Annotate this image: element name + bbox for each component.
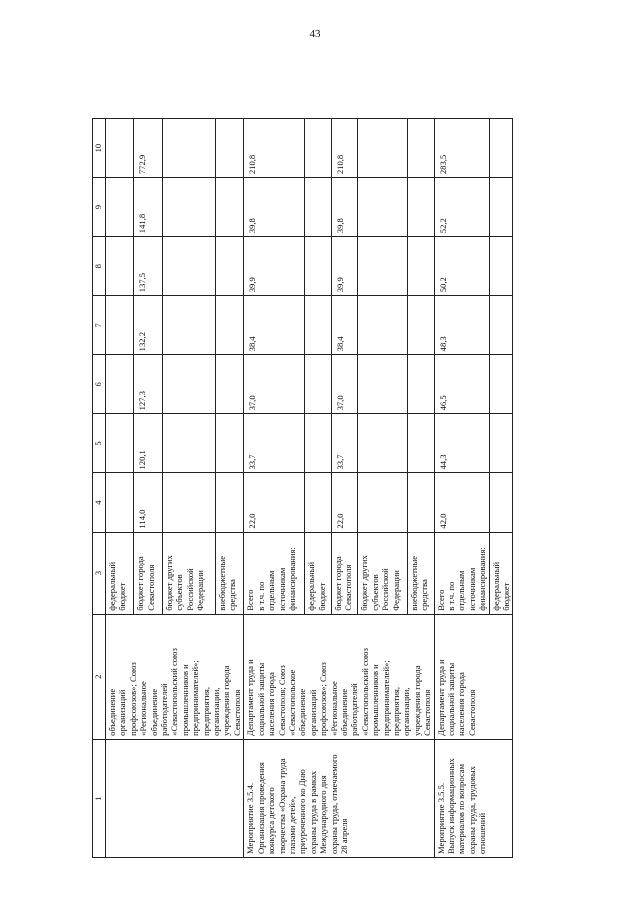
amount-cell <box>489 414 513 473</box>
table-row <box>244 119 305 858</box>
amount-cell <box>215 355 243 414</box>
activity-name-line: Выпуск информационных <box>446 758 456 854</box>
activity-name-line: конкурса детского <box>266 787 277 854</box>
executor-line: предприятия, <box>200 686 211 736</box>
amount-cell: 210,8 <box>244 119 305 178</box>
funding-source-line: в т.ч. по <box>446 581 456 611</box>
amount-cell: 50,2 <box>434 237 489 296</box>
funding-source-line: Российской <box>380 568 391 611</box>
executor-line: учреждения города <box>411 665 422 736</box>
amount-cell: 46,5 <box>434 355 489 414</box>
funding-source-line: средства <box>419 579 430 611</box>
amount-cell <box>215 119 243 178</box>
funding-source-cell <box>305 532 331 614</box>
funding-source-line: в т.ч. по <box>255 581 266 611</box>
amount-cell <box>489 355 513 414</box>
amount-cell <box>162 296 215 355</box>
amount-cell: 33,7 <box>244 414 305 473</box>
executor-line: промышленников и <box>370 664 381 736</box>
amount-cell: 772,9 <box>134 119 162 178</box>
amount-cell <box>106 296 134 355</box>
funding-source-cell <box>489 532 513 614</box>
amount-cell: 120,1 <box>134 414 162 473</box>
amount-cell <box>408 296 435 355</box>
column-number: 4 <box>93 473 106 532</box>
amount-cell <box>305 296 331 355</box>
funding-source-line: внебюджетные <box>216 555 227 611</box>
amount-cell: 132,2 <box>134 296 162 355</box>
funding-source-line: Федерации <box>194 570 205 611</box>
executor-line: организации, <box>211 687 222 736</box>
funding-source-line: финансирования: <box>286 547 297 611</box>
executor-cell <box>244 614 434 739</box>
executor-line: объединение <box>148 688 159 736</box>
funding-source-line: субъектов <box>369 574 380 611</box>
amount-cell <box>358 296 408 355</box>
amount-cell: 39,9 <box>331 237 357 296</box>
amount-cell <box>408 414 435 473</box>
executor-line: организации, <box>401 687 412 736</box>
amount-cell <box>215 414 243 473</box>
activity-name-line: Организация проведения <box>255 762 266 854</box>
amount-cell <box>106 178 134 237</box>
amount-cell: 137,5 <box>134 237 162 296</box>
funding-source-cell <box>162 532 215 614</box>
amount-cell <box>358 355 408 414</box>
executor-line: предпринимателей»; <box>190 660 201 736</box>
amount-cell <box>162 237 215 296</box>
amount-cell <box>489 178 513 237</box>
executor-line: населения города <box>266 672 277 736</box>
executor-line: «Региональное <box>328 681 339 736</box>
amount-cell <box>305 237 331 296</box>
amount-cell: 22,0 <box>244 473 305 532</box>
funding-source-line: федеральный <box>306 561 317 611</box>
funding-source-cell <box>244 532 305 614</box>
funding-source-cell <box>358 532 408 614</box>
amount-cell: 33,7 <box>331 414 357 473</box>
activity-name-line: отношений <box>477 812 488 854</box>
funding-source-line: Севастополя <box>343 564 354 611</box>
executor-cell <box>434 614 513 739</box>
activity-name-cell <box>244 739 434 857</box>
amount-cell <box>305 119 331 178</box>
funding-source-cell <box>134 532 162 614</box>
funding-source-line: отдельным <box>266 570 277 611</box>
funding-source-line: бюджет других <box>163 555 174 611</box>
amount-cell <box>408 178 435 237</box>
amount-cell <box>358 178 408 237</box>
funding-source-cell <box>106 532 134 614</box>
executor-line: объединение <box>107 688 117 736</box>
column-number: 3 <box>93 532 106 614</box>
amount-cell <box>162 473 215 532</box>
amount-cell <box>162 414 215 473</box>
amount-cell <box>489 296 513 355</box>
rotated-table-wrapper <box>92 118 572 858</box>
table-row <box>106 119 134 858</box>
amount-cell: 37,0 <box>244 355 305 414</box>
column-number: 6 <box>93 355 106 414</box>
executor-line: работодателей <box>349 683 360 736</box>
column-number: 7 <box>93 296 106 355</box>
activity-name-line: приуроченного ко Дню <box>297 769 308 854</box>
amount-cell: 114,0 <box>134 473 162 532</box>
funding-source-line: бюджет <box>117 582 128 611</box>
amount-cell <box>358 237 408 296</box>
budget-table <box>92 118 513 858</box>
executor-line: организаций <box>117 689 128 736</box>
activity-name-line: 28 апреля <box>338 818 349 854</box>
executor-line: Севастополя <box>422 689 433 736</box>
activity-name-line: охраны труда, трудовых <box>466 766 477 854</box>
amount-cell <box>408 355 435 414</box>
column-number: 8 <box>93 237 106 296</box>
amount-cell <box>408 473 435 532</box>
activity-name-line: Мероприятие 3.5.5. <box>435 782 446 854</box>
funding-source-line: субъектов <box>174 574 185 611</box>
activity-name-line: материалов по вопросам <box>456 763 467 854</box>
executor-line: «Региональное <box>138 681 149 736</box>
executor-line: профсоюзов»; Союз <box>127 662 138 736</box>
amount-cell: 37,0 <box>331 355 357 414</box>
funding-source-line: средства <box>227 579 238 611</box>
amount-cell <box>358 414 408 473</box>
funding-source-line: федеральный <box>490 561 501 611</box>
funding-source-line: Всего <box>245 589 256 611</box>
funding-source-line: бюджет города <box>332 556 343 611</box>
amount-cell: 38,4 <box>331 296 357 355</box>
amount-cell: 48,3 <box>434 296 489 355</box>
executor-line: Севастополя <box>466 689 477 736</box>
funding-source-line: Федерации <box>390 570 401 611</box>
executor-line: «Севастопольский союз <box>169 648 180 736</box>
amount-cell <box>162 355 215 414</box>
executor-line: объединение <box>338 688 349 736</box>
funding-source-line: источникам <box>466 567 477 611</box>
funding-source-line: бюджет города <box>135 556 146 611</box>
amount-cell <box>305 414 331 473</box>
amount-cell <box>305 473 331 532</box>
activity-name-cell <box>434 739 513 857</box>
funding-source-line: бюджет других <box>359 555 370 611</box>
executor-line: населения города <box>456 672 467 736</box>
column-number: 5 <box>93 414 106 473</box>
executor-line: Департамент труда и <box>435 659 446 736</box>
executor-line: учреждения города <box>221 665 232 736</box>
amount-cell: 44,3 <box>434 414 489 473</box>
amount-cell <box>215 178 243 237</box>
page-number: 43 <box>309 28 321 40</box>
column-number: 9 <box>93 178 106 237</box>
executor-line: промышленников и <box>179 664 190 736</box>
funding-source-line: отдельным <box>456 570 467 611</box>
executor-line: «Севастопольский союз <box>359 648 370 736</box>
amount-cell <box>305 178 331 237</box>
amount-cell <box>215 237 243 296</box>
activity-name-line: глазами детей», <box>286 796 297 854</box>
activity-name-cell-empty <box>106 739 244 857</box>
amount-cell <box>215 296 243 355</box>
amount-cell <box>489 473 513 532</box>
amount-cell <box>106 119 134 178</box>
executor-line: организаций <box>307 689 318 736</box>
amount-cell <box>106 473 134 532</box>
amount-cell: 42,0 <box>434 473 489 532</box>
executor-line: объединение <box>297 688 308 736</box>
executor-line: Севастополя <box>231 689 242 736</box>
column-number: 10 <box>93 119 106 178</box>
funding-source-line: федеральный <box>107 561 117 611</box>
funding-source-line: бюджет <box>316 582 327 611</box>
amount-cell <box>106 355 134 414</box>
executor-line: социальной защиты <box>446 662 456 736</box>
activity-name-line: Мероприятие 3.5.4. <box>245 782 256 854</box>
activity-name-line: творчества «Охрана труда <box>276 758 287 854</box>
funding-source-line: финансирования: <box>477 547 488 611</box>
amount-cell: 22,0 <box>331 473 357 532</box>
executor-line: предприятия, <box>390 686 401 736</box>
funding-source-line: источникам <box>276 567 287 611</box>
amount-cell <box>489 119 513 178</box>
amount-cell <box>489 237 513 296</box>
amount-cell <box>106 237 134 296</box>
column-number: 2 <box>93 614 106 739</box>
activity-name-line: охраны труда, отмечаемого <box>328 754 339 854</box>
activity-name-line: охраны труда в рамках <box>307 770 318 854</box>
amount-cell: 39,8 <box>244 178 305 237</box>
funding-source-cell <box>331 532 357 614</box>
amount-cell <box>106 414 134 473</box>
funding-source-line: Севастополя <box>145 564 156 611</box>
amount-cell <box>305 355 331 414</box>
activity-name-line: Международного дня <box>318 775 329 854</box>
amount-cell: 127,3 <box>134 355 162 414</box>
executor-line: «Севастопольское <box>286 669 297 736</box>
amount-cell: 39,9 <box>244 237 305 296</box>
amount-cell <box>162 119 215 178</box>
funding-source-line: внебюджетные <box>409 555 420 611</box>
funding-source-line: Российской <box>184 568 195 611</box>
funding-source-cell <box>215 532 243 614</box>
funding-source-line: Всего <box>435 589 446 611</box>
amount-cell: 39,8 <box>331 178 357 237</box>
funding-source-cell <box>434 532 489 614</box>
amount-cell: 210,8 <box>331 119 357 178</box>
funding-source-line: бюджет <box>501 582 512 611</box>
executor-line: социальной защиты <box>255 662 266 736</box>
amount-cell <box>408 237 435 296</box>
executor-line: профсоюзов»; Союз <box>318 662 329 736</box>
amount-cell <box>358 119 408 178</box>
amount-cell <box>162 178 215 237</box>
executor-line: предпринимателей»; <box>380 660 391 736</box>
amount-cell <box>408 119 435 178</box>
amount-cell: 52,2 <box>434 178 489 237</box>
header-row <box>93 119 106 858</box>
executor-line: работодателей <box>159 683 170 736</box>
amount-cell <box>215 473 243 532</box>
executor-cell <box>106 614 244 739</box>
column-number: 1 <box>93 739 106 857</box>
amount-cell: 283,5 <box>434 119 489 178</box>
amount-cell: 141,8 <box>134 178 162 237</box>
executor-line: Департамент труда и <box>245 659 256 736</box>
amount-cell <box>358 473 408 532</box>
amount-cell: 38,4 <box>244 296 305 355</box>
table-row <box>434 119 489 858</box>
executor-line: Севастополя; Союз <box>276 665 287 736</box>
funding-source-cell <box>408 532 435 614</box>
